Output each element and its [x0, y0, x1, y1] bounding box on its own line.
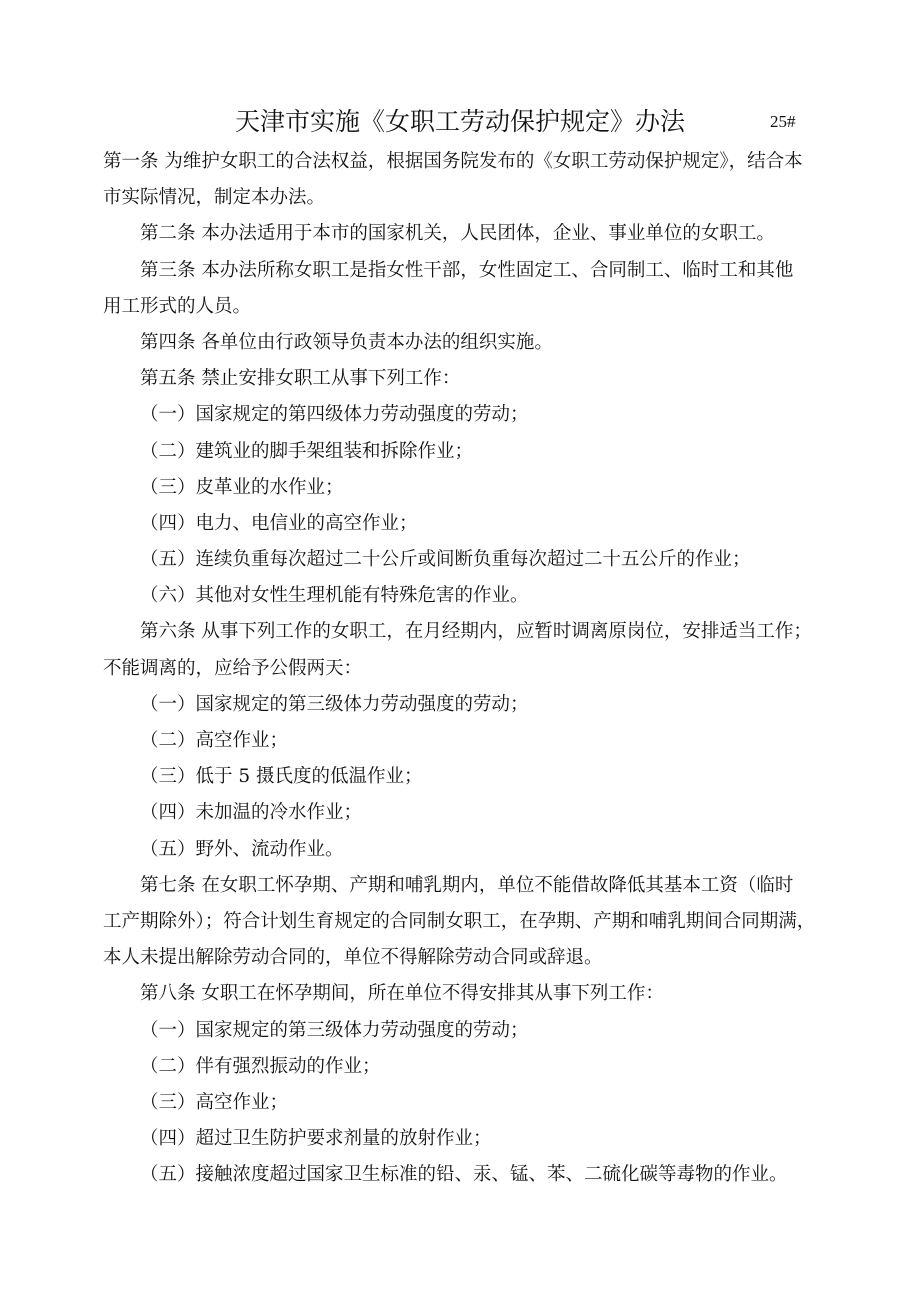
paragraph-line: 第七条 在女职工怀孕期、产期和哺乳期内，单位不能借故降低其基本工资（临时	[140, 874, 794, 896]
paragraph	[103, 1049, 823, 1085]
paragraph	[103, 1013, 823, 1049]
paragraph-line: 工产期除外）；符合计划生育规定的合同制女职工，在孕期、产期和哺乳期间合同期满，	[103, 910, 816, 932]
paragraph-line: 第一条 为维护女职工的合法权益，根据国务院发布的《女职工劳动保护规定》，结合本	[103, 151, 803, 172]
paragraph	[103, 144, 823, 216]
paragraph-line: （二）伴有强烈振动的作业；	[140, 1055, 381, 1077]
paragraph-line: 第六条 从事下列工作的女职工，在月经期内，应暂时调离原岗位，安排适当工作；	[140, 621, 812, 643]
paragraph-line: 第二条 本办法适用于本市的国家机关，人民团体，企业、事业单位的女职工。	[140, 223, 775, 245]
paragraph	[103, 397, 823, 433]
document-title: 天津市实施《女职工劳动保护规定》办法	[234, 107, 685, 136]
paragraph-line: （五）野外、流动作业。	[140, 838, 344, 860]
paragraph	[103, 325, 823, 361]
paragraph	[103, 1157, 823, 1193]
paragraph	[103, 542, 823, 578]
paragraph	[103, 506, 823, 542]
paragraph-line: （四）电力、电信业的高空作业；	[140, 512, 418, 534]
paragraph-line: （五）接触浓度超过国家卫生标准的铅、汞、锰、苯、二硫化碳等毒物的作业。	[140, 1164, 788, 1186]
paragraph	[103, 614, 823, 686]
paragraph-line: 第三条 本办法所称女职工是指女性干部，女性固定工、合同制工、临时工和其他	[140, 259, 794, 281]
paragraph-line: （一）国家规定的第四级体力劳动强度的劳动；	[140, 404, 529, 426]
paragraph-line: （六）其他对女性生理机能有特殊危害的作业。	[140, 585, 529, 607]
paragraph-line: 市实际情况，制定本办法。	[103, 187, 326, 209]
paragraph-line: 本人未提出解除劳动合同的，单位不得解除劳动合同或辞退。	[103, 947, 603, 969]
paragraph-line: （二）高空作业；	[140, 730, 289, 751]
paragraph	[103, 253, 823, 325]
paragraph-line: 第八条 女职工在怀孕期间，所在单位不得安排其从事下列工作：	[140, 983, 664, 1005]
paragraph-line: （一）国家规定的第三级体力劳动强度的劳动；	[140, 693, 529, 715]
paragraph-line: 用工形式的人员。	[103, 295, 252, 317]
paragraph-line: （三）皮革业的水作业；	[140, 476, 344, 498]
paragraph	[103, 216, 823, 252]
paragraph	[103, 361, 823, 397]
paragraph	[103, 723, 823, 759]
paragraph-line: （三）低于 5 摄氏度的低温作业；	[140, 766, 423, 788]
paragraph	[103, 976, 823, 1012]
paragraph	[103, 832, 823, 868]
page-number: 25#	[770, 112, 796, 131]
paragraph-line: （一）国家规定的第三级体力劳动强度的劳动；	[140, 1019, 529, 1041]
paragraph	[103, 759, 823, 795]
paragraph-line: （四）超过卫生防护要求剂量的放射作业；	[140, 1128, 492, 1150]
paragraph-line: （五）连续负重每次超过二十公斤或间断负重每次超过二十五公斤的作业；	[140, 549, 751, 571]
paragraph-line: （二）建筑业的脚手架组装和拆除作业；	[140, 440, 474, 462]
paragraph-line: 第四条 各单位由行政领导负责本办法的组织实施。	[140, 331, 553, 353]
paragraph	[103, 578, 823, 614]
paragraph	[103, 1121, 823, 1157]
paragraph	[103, 687, 823, 723]
paragraph	[103, 1085, 823, 1121]
paragraph	[103, 470, 823, 506]
paragraph	[103, 434, 823, 470]
paragraph	[103, 795, 823, 831]
document-body	[103, 144, 823, 1193]
paragraph-line: （四）未加温的冷水作业；	[140, 802, 363, 824]
paragraph	[103, 868, 823, 977]
paragraph-line: 不能调离的，应给予公假两天：	[103, 657, 363, 679]
paragraph-line: （三）高空作业；	[140, 1091, 289, 1113]
paragraph-line: 第五条 禁止安排女职工从事下列工作：	[140, 368, 461, 390]
